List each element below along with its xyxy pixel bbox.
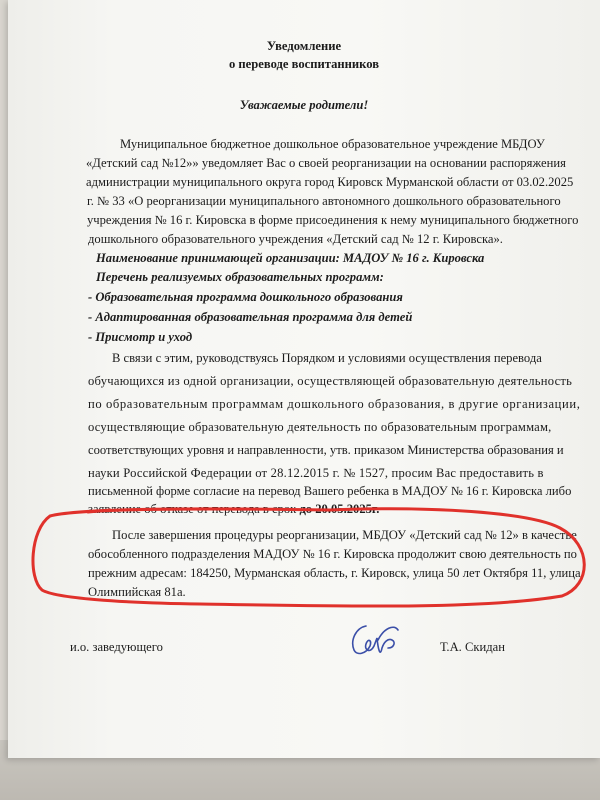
para2-line: соответствующих уровня и направленности, утв. приказом Министерства образования и — [88, 443, 564, 457]
para1-line: учреждения № 16 г. Кировска в форме присоединения к нему муниципального бюджетного — [87, 213, 579, 227]
para2-last-prefix: заявление об отказе от перевода в срок — [88, 502, 300, 516]
program-item: - Присмотр и уход — [88, 330, 193, 344]
para2-line: письменной форме согласие на перевод Вашего ребенка в МАДОУ № 16 г. Кировска либо — [88, 484, 572, 498]
para2-line: осуществляющие образовательную деятельность по образовательным программам, — [88, 420, 552, 434]
para2-line: науки Российской Федерации от 28.12.2015 г. № 1527, просим Вас предоставить в — [88, 466, 544, 480]
para2-line: В связи с этим, руководствуясь Порядком и условиями осуществления перевода — [112, 351, 542, 365]
handwritten-signature — [344, 618, 404, 662]
programs-heading: Перечень реализуемых образовательных программ: — [96, 270, 384, 284]
receiving-organization: Наименование принимающей организации: МАДОУ № 16 г. Кировска — [96, 251, 485, 265]
para1-line: дошкольного образовательного учреждения «Детский сад № 12 г. Кировска». — [88, 232, 503, 246]
signatory-name: Т.А. Скидан — [440, 640, 505, 654]
signatory-position: и.о. заведующего — [70, 640, 163, 654]
para2-last-line — [88, 501, 379, 517]
para3-line: Олимпийская 81а. — [88, 585, 186, 599]
para1-line: г. № 33 «О реорганизации муниципального автономного дошкольного образовательного — [87, 194, 561, 208]
para1-line: «Детский сад №12»» уведомляет Вас о своей реорганизации на основании распоряжения — [86, 156, 566, 170]
para2-line: по образовательным программам дошкольного образования, в другие организации, — [88, 397, 581, 411]
para2-line: обучающихся из одной организации, осуществляющей образовательную деятельность — [88, 374, 573, 388]
document-subtitle: о переводе воспитанников — [228, 57, 380, 71]
program-item: - Образовательная программа дошкольного образования — [88, 290, 403, 304]
deadline-date: до 20.05.2025г. — [299, 502, 380, 516]
para3-line: прежним адресам: 184250, Мурманская область, г. Кировск, улица 50 лет Октября 11, улица — [88, 566, 581, 580]
para3-line: обособленного подразделения МАДОУ № 16 г. Кировска продолжит свою деятельность по — [88, 547, 577, 561]
program-item: - Адаптированная образовательная программа для детей — [88, 310, 413, 324]
para3-line: После завершения процедуры реорганизации, МБДОУ «Детский сад № 12» в качестве — [112, 528, 577, 542]
document-title: Уведомление — [266, 39, 342, 53]
para1-line: администрации муниципального округа город Кировск Мурманской области от 03.02.2025 — [86, 175, 574, 189]
document-page — [8, 0, 600, 758]
greeting: Уважаемые родители! — [239, 98, 369, 112]
para1-line: Муниципальное бюджетное дошкольное образовательное учреждение МБДОУ — [120, 137, 545, 151]
